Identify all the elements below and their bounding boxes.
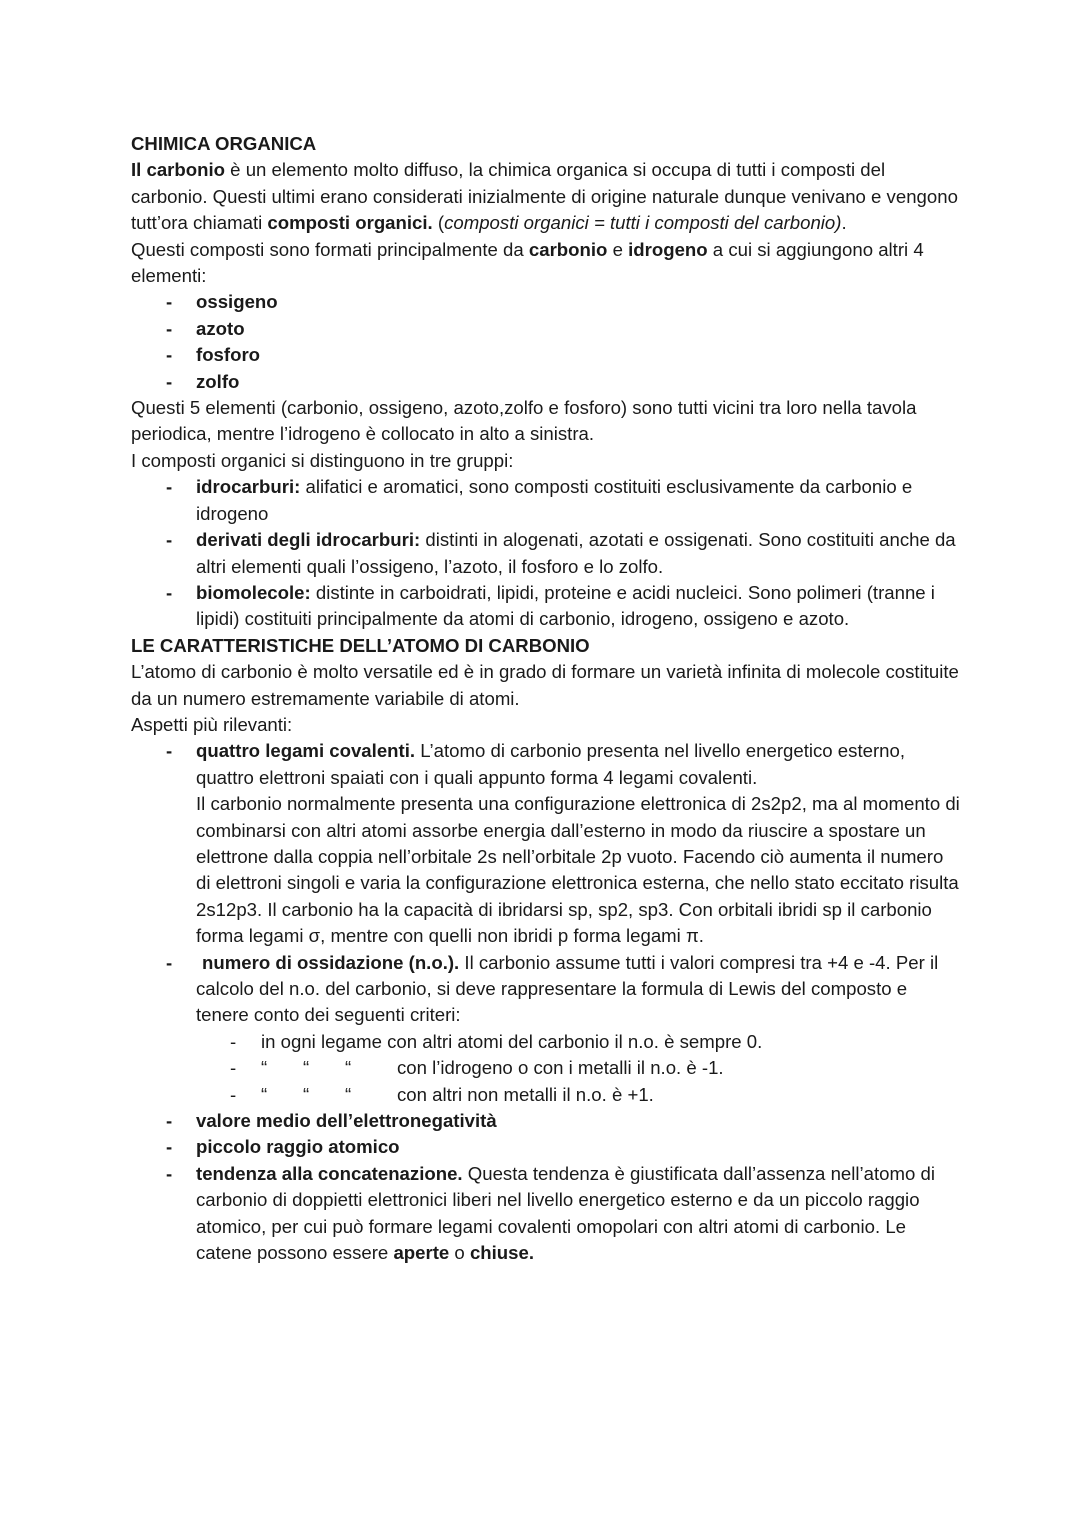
list-item: - “ “ “ con altri non metalli il n.o. è +1. [131, 1082, 961, 1108]
intro-paragraph: Il carbonio è un elemento molto diffuso, la chimica organica si occupa di tutti i composti del carbonio. Questi ultimi erano considerati inizialmente di origine naturale dunque venivano e vengono tutt’ora chiamati composti organici. (composti organici = tutti i composti del carbonio). [131, 159, 958, 234]
list-item: - idrocarburi: alifatici e aromatici, sono composti costituiti esclusivamente da carbonio e idrogeno [131, 474, 961, 527]
aspects-list [131, 738, 961, 1266]
elements-note: Questi 5 elementi (carbonio, ossigeno, azoto,zolfo e fosforo) sono tutti vicini tra loro nella tavola periodica, mentre l’idrogeno è collocato in alto a sinistra. [131, 397, 917, 445]
criteria-list [131, 1029, 961, 1108]
list-item: - in ogni legame con altri atomi del carbonio il n.o. è sempre 0. [131, 1029, 961, 1055]
list-item: - numero di ossidazione (n.o.). Il carbonio assume tutti i valori compresi tra +4 e -4. Per il calcolo del n.o. del carbonio, si deve rappresentare la formula di Lewis del composto e tenere conto dei seguenti criteri: - in ogni legame con altri atomi del carbonio il n.o. è sempre 0. - “ “ “ con l’idrogeno o con i metalli il n.o. è -1. - “ “ “ con altri non metalli il n.o. è +1. [131, 950, 961, 1108]
elements-list [131, 289, 961, 395]
ditto-marks: “ “ “ [261, 1057, 352, 1079]
list-item: - “ “ “ con l’idrogeno o con i metalli il n.o. è -1. [131, 1055, 961, 1081]
list-item: - biomolecole: distinte in carboidrati, lipidi, proteine e acidi nucleici. Sono polimeri (tranne i lipidi) costituiti principalmente da atomi di carbonio, idrogeno, ossigeno e azoto. [131, 580, 961, 633]
section-title-caratteristiche: LE CARATTERISTICHE DELL’ATOMO DI CARBONIO [131, 634, 590, 656]
title-chimica-organica: CHIMICA ORGANICA [131, 133, 317, 154]
list-item: - ossigeno [131, 289, 961, 315]
list-item: - azoto [131, 316, 961, 342]
document-page [131, 131, 961, 1266]
section2-intro: L’atomo di carbonio è molto versatile ed è in grado di formare un varietà infinita di molecole costituite da un numero estremamente variabile di atomi. [131, 661, 959, 709]
list-item: - zolfo [131, 369, 961, 395]
groups-intro: I composti organici si distinguono in tre gruppi: [131, 449, 514, 471]
list-item: - derivati degli idrocarburi: distinti in alogenati, azotati e ossigenati. Sono costituiti anche da altri elementi quali l’ossigeno, l’azoto, il fosforo e lo zolfo. [131, 527, 961, 580]
list-item: - tendenza alla concatenazione. Questa tendenza è giustificata dall’assenza nell’atomo di carbonio di doppietti elettronici liberi nel livello energetico esterno e da un piccolo raggio atomico, per cui può formare legami covalenti omopolari con altri atomi di carbonio. Le catene possono essere aperte o chiuse. [131, 1161, 961, 1267]
aspects-intro: Aspetti più rilevanti: [131, 713, 293, 735]
list-item: - fosforo [131, 342, 961, 368]
list-item: - valore medio dell’elettronegatività [131, 1108, 961, 1134]
groups-list [131, 474, 961, 632]
ditto-marks: “ “ “ [261, 1083, 352, 1105]
list-item: - piccolo raggio atomico [131, 1134, 961, 1160]
list-item: - quattro legami covalenti. L’atomo di carbonio presenta nel livello energetico esterno, quattro elettroni spaiati con i quali appunto forma 4 legami covalenti. Il carbonio normalmente presenta una configurazione elettronica di 2s2p2, ma al momento di combinarsi con altri atomi assorbe energia dall’esterno in modo da riuscire a spostare un elettrone dalla coppia nell’orbitale 2s nell’orbitale 2p vuoto. Facendo ciò aumenta il numero di elettroni singoli e varia la configurazione elettronica esterna, che nello stato eccitato risulta 2s12p3. Il carbonio ha la capacità di ibridarsi sp, sp2, sp3. Con orbitali ibridi sp il carbonio forma legami σ, mentre con quelli non ibridi p forma legami π. [131, 738, 961, 949]
elements-intro: Questi composti sono formati principalmente da carbonio e idrogeno a cui si aggiungono altri 4 elementi: [131, 238, 924, 287]
